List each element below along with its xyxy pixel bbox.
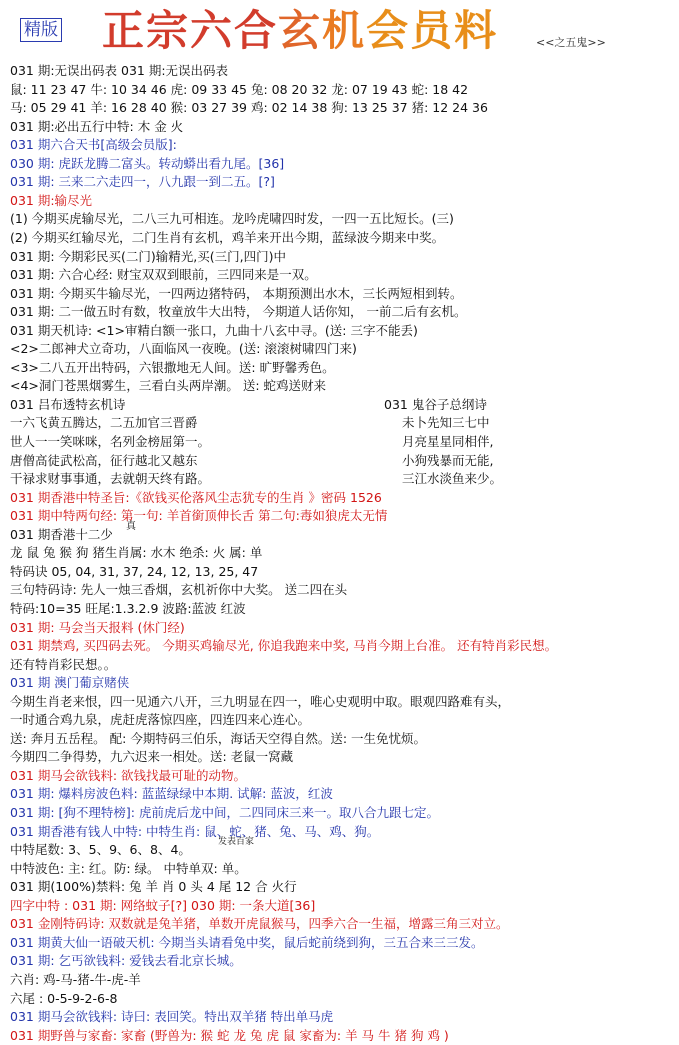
author-signature: <<之五鬼>> (536, 36, 606, 49)
text-line: 031 期:无误出码表 031 期:无误出码表 (10, 63, 229, 78)
text-line: 还有特肖彩民想。。 (10, 656, 117, 672)
text-line: 031 期野兽与家畜: 家畜 (野兽为: 猴 蛇 龙 兔 虎 鼠 家畜为: 羊 马 牛 猪 狗 鸡 ) (10, 1027, 449, 1043)
poem-line: 031 吕布透特玄机诗 (10, 396, 126, 412)
title-part: 玄 (278, 6, 323, 55)
poem-line: 未卜先知三七中 (402, 415, 490, 431)
title-part: 会员料 (366, 6, 499, 55)
page-title (102, 6, 498, 56)
poem-line: 一六飞黄五腾达，二五加官三晋爵 (10, 415, 198, 431)
text-line: 中特尾数: 3、5、9、6、8、4。 (10, 842, 191, 858)
content-area (0, 58, 679, 1043)
text-line: 031 期: 二一做五时有数，牧童放牛大出特， 今期道人话你知， 一前二后有玄机。 (10, 304, 467, 320)
text-line: 三句特码诗: 先人一烛三香烟，玄机祈你中大奖。 送二四在头 (10, 582, 348, 598)
text-line: <4>洞门苍黑烟雾生，三看白头两岸潮。 送: 蛇鸡送财来 (10, 378, 327, 394)
text-line: 鼠: 11 23 47 牛: 10 34 46 虎: 09 33 45 兔: 08 20 32 龙: 07 19 43 蛇: 18 42 (10, 81, 469, 97)
text-line: 031 期: 三来二六走四一，八九跟一到二五。[?] (10, 174, 275, 190)
poem-line: 031 鬼谷子总纲诗 (384, 396, 487, 412)
text-line: 031 期: 六合心经: 财宝双双到眼前，三四同来是一双。 (10, 267, 317, 283)
text-line: 六肖: 鸡-马-猪-牛-虎-羊 (10, 971, 141, 987)
text-line: 六尾 : 0-5-9-2-6-8 (10, 990, 118, 1006)
text-line: 031 期中特两句经: 第一句: 羊首銜顶伸长舌 第二句:毒如狼虎太无情 (10, 508, 388, 524)
title-part: 六合 (190, 6, 279, 55)
title-part: 正宗 (102, 6, 191, 55)
poem-line: 月亮星星同相伴, (402, 434, 494, 449)
text-line: 四字中特 : 031 期: 网络蚊子[?] 030 期: 一条大道[36] (10, 897, 316, 913)
text-line: 031 期(100%)禁料: 兔 羊 肖 0 头 4 尾 12 合 火行 (10, 879, 297, 895)
text-line: 031 期: 今期彩民买(二门)输精光,买(三门,四门)中 (10, 248, 286, 264)
text-line: 031 期禁鸡, 买四码去死。 今期买鸡输尽光, 你追我跑来中奖, 马肖今期上台准。 还有特肖彩民想。 (10, 638, 558, 654)
text-line: 马: 05 29 41 羊: 16 28 40 猴: 03 27 39 鸡: 02 14 38 狗: 13 25 37 猪: 12 24 36 (10, 100, 488, 116)
text-line: 031 期:必出五行中特: 木 金 火 (10, 118, 184, 134)
small-mark: 真 (126, 521, 136, 533)
text-line: 031 期:输尽光 (10, 192, 93, 208)
text-line: 特码诀 05, 04, 31, 37, 24, 12, 13, 25, 47 (10, 563, 259, 579)
text-line: 031 期香港有钱人中特: 中特生肖: 鼠、蛇、猪、兔、马、鸡、狗。 (10, 823, 380, 839)
text-line: 031 期香港十二少 (10, 526, 113, 542)
title-part: 机 (322, 6, 367, 55)
text-line: 031 期 澳门葡京赌侠 (10, 675, 130, 691)
text-line: 031 期黄大仙一语破天机: 今期当头请看兔中奖，鼠后蛇前绕到狗，三五合来三三发。 (10, 934, 484, 950)
header (0, 0, 679, 58)
text-line: 031 期: 马会当天报料 (休门经) (10, 619, 185, 635)
poem-line: 世人一一笑咪咪，名列金榜屈第一。 (10, 434, 211, 449)
edition-badge: 精版 (20, 18, 62, 42)
poem-line: 小狗残暴而无能, (402, 452, 494, 468)
text-line: 龙 鼠 兔 猴 狗 猪生肖属: 水木 绝杀: 火 属: 单 (10, 545, 263, 561)
text-line: 今期生肖老来恨，四一见通六八开，三九明显在四一，唯心史观明中取。眼观四路难有头， (10, 693, 511, 709)
text-line: 031 期六合天书[高级会员版]: (10, 137, 177, 153)
stamp-text: 发表百家 (218, 836, 255, 847)
text-line: 送: 奔月五岳程。 配: 今期特码三伯乐，海话天空得自然。送: 一生免忧烦。 (10, 730, 427, 746)
text-line: 中特波色: 主: 红。防: 绿。 中特单双: 单。 (10, 860, 247, 876)
text-line: 031 期天机诗: <1>审精白额一张口，九曲十八玄中寻。(送: 三字不能丢) (10, 322, 418, 338)
text-line: 一时通合鸡九泉，虎赶虎落惊四座，四连四来心连心。 (10, 712, 311, 728)
text-line: (2) 今期买红输尽光，二门生肖有玄机，鸡羊来开出今期，蓝绿波今期来中奖。 (10, 229, 445, 245)
text-line: (1) 今期买虎输尽光，二八三九可相连。龙吟虎啸四时发，一四一五比短长。(三) (10, 211, 454, 227)
text-line: 031 期: [狗不理特榜]: 虎前虎后龙中间，二四同床三来一。取八合九跟七定。 (10, 805, 439, 820)
poem-line: 唐僧高徒武松高，征行越北又越东 (10, 452, 198, 468)
text-line: 031 期: 今期买牛输尽光，一四两边猪特码， 本期预测出水木，三长两短相到转。 (10, 285, 463, 301)
text-line: 031 期马会欲钱料: 欲钱找最可耻的动物。 (10, 767, 247, 783)
text-line: 今期四二争得势，九六迟来一相处。送: 老鼠一窝藏 (10, 749, 294, 765)
text-line: 031 期: 乞丐欲钱料: 爱钱去看北京长城。 (10, 953, 242, 969)
text-line: 030 期: 虎跃龙腾二富头。转动蟒出看九尾。[36] (10, 155, 285, 171)
text-line: 特码:10=35 旺尾:1.3.2.9 波路:蓝波 红波 (10, 600, 246, 616)
text-line: 031 期: 爆料房波色料: 蓝蓝绿绿中本期. 试解: 蓝波，红波 (10, 786, 333, 802)
text-line: <2>二郎神犬立奇功，八面临风一夜晚。(送: 滚滚树啸四门来) (10, 341, 357, 357)
text-line: 031 期香港中特圣旨:《欲钱买伦落风尘志犹专的生肖 》密码 1526 (10, 489, 382, 505)
poem-line: 干禄求财事事通，去就朝天终有路。 (10, 471, 211, 487)
poem-line: 三江水淡鱼来少。 (402, 471, 503, 487)
text-line: 031 金刚特码诗: 双数就是兔羊猪，单数开虎鼠猴马，四季六合一生福，增露三角三对立。 (10, 916, 509, 932)
text-line: <3>二八五开出特码，六银撒地无人间。送: 旷野馨秀色。 (10, 359, 335, 375)
text-line: 031 期马会欲钱料: 诗曰: 表回笑。特出双羊猪 特出单马虎 (10, 1009, 334, 1025)
